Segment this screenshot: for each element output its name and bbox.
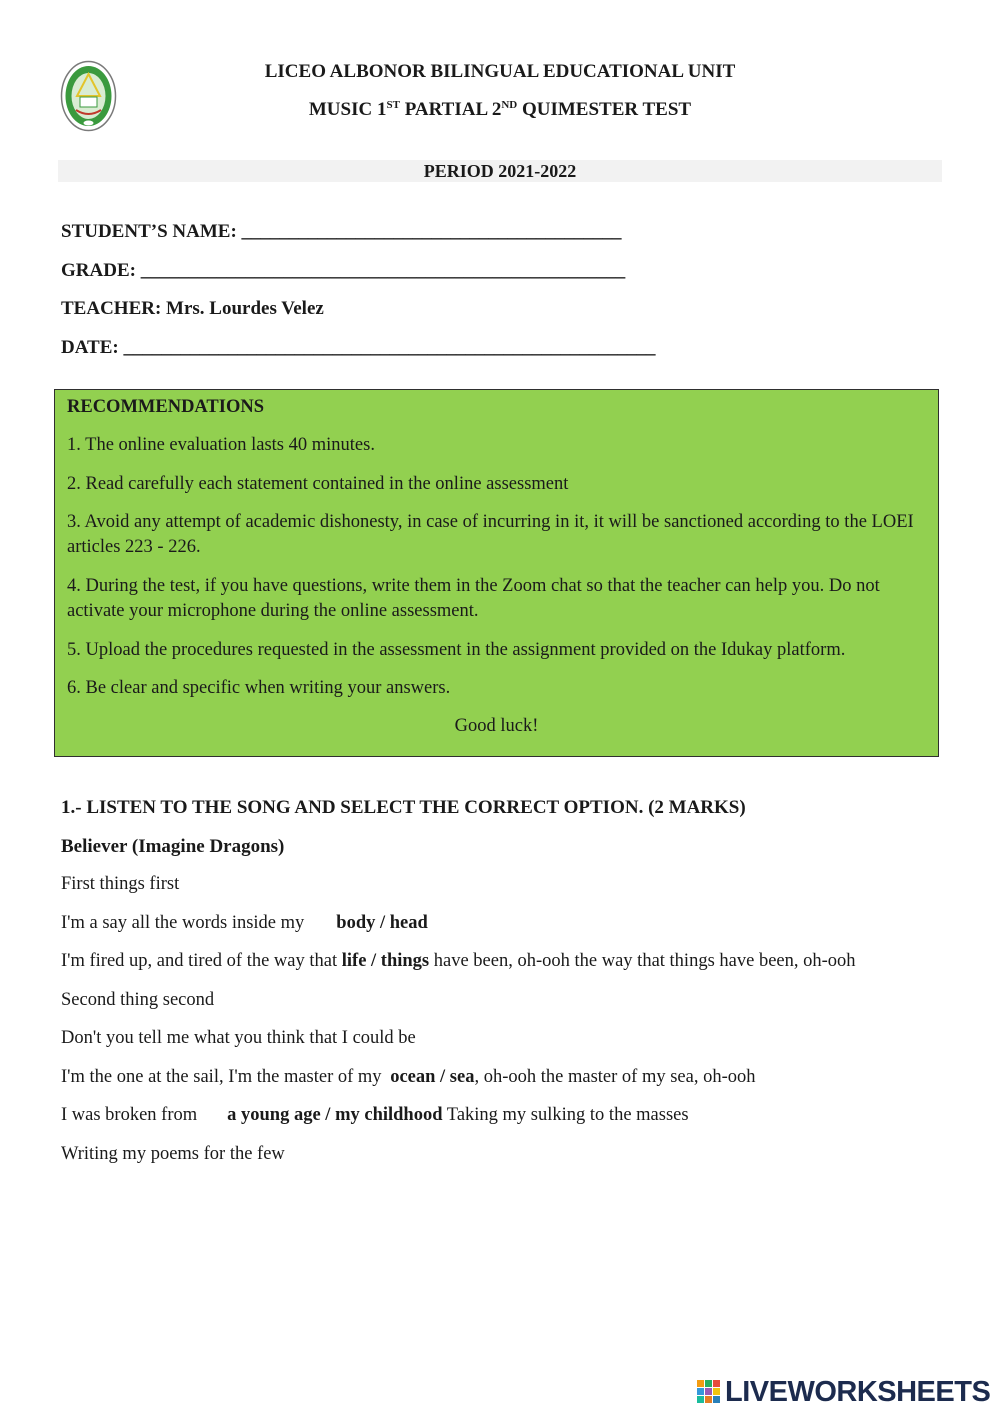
lyric-line: I'm fired up, and tired of the way that life / things have been, oh-ooh the way that things have been, oh-ooh bbox=[61, 951, 856, 971]
lyric-line: Second thing second bbox=[61, 990, 215, 1010]
answer-option-select[interactable]: a young age / my childhood bbox=[227, 1105, 443, 1125]
recommendation-item: 4. During the test, if you have questions, write them in the Zoom chat so that the teacher can help you. Do not activate your microphone during the online assessment. bbox=[67, 576, 880, 621]
teacher-label: TEACHER: Mrs. Lourdes Velez bbox=[61, 298, 324, 319]
lyric-line: Don't you tell me what you think that I could be bbox=[61, 1028, 416, 1048]
school-name: LICEO ALBONOR BILINGUAL EDUCATIONAL UNIT bbox=[264, 61, 736, 82]
lyric-line: I was broken from a young age / my childhood Taking my sulking to the masses bbox=[61, 1105, 689, 1125]
song-title: Believer (Imagine Dragons) bbox=[61, 836, 285, 857]
lyric-line: I'm a say all the words inside my body / head bbox=[61, 913, 428, 933]
recommendation-item: 5. Upload the procedures requested in the assessment in the assignment provided on the Idukay platform. bbox=[67, 640, 846, 660]
answer-option-select[interactable]: ocean / sea bbox=[390, 1067, 475, 1087]
grade-field[interactable]: GRADE: ___________________________________________________ bbox=[61, 260, 626, 281]
liveworksheets-brand: LIVEWORKSHEETS bbox=[725, 1376, 991, 1408]
date-field[interactable]: DATE: ________________________________________________________ bbox=[61, 337, 656, 358]
recommendation-item: 3. Avoid any attempt of academic dishonesty, in case of incurring in it, it will be sanctioned according to the LOEI articles 223 - 226. bbox=[67, 512, 914, 557]
recommendation-item: 1. The online evaluation lasts 40 minutes. bbox=[67, 435, 375, 455]
recommendation-item: 6. Be clear and specific when writing your answers. bbox=[67, 678, 451, 698]
recommendations-box bbox=[54, 389, 939, 757]
liveworksheets-logo-icon bbox=[697, 1380, 721, 1404]
lyric-line: I'm the one at the sail, I'm the master of my ocean / sea, oh-ooh the master of my sea, oh-ooh bbox=[61, 1067, 756, 1087]
answer-option-select[interactable]: body / head bbox=[336, 913, 428, 933]
lyric-line: First things first bbox=[61, 874, 180, 894]
recommendations-title: RECOMMENDATIONS bbox=[67, 397, 264, 417]
recommendation-item: 2. Read carefully each statement contained in the online assessment bbox=[67, 474, 569, 494]
test-title: MUSIC 1ST PARTIAL 2ND QUIMESTER TEST bbox=[308, 99, 692, 120]
good-luck-text: Good luck! bbox=[454, 716, 539, 736]
answer-option-select[interactable]: life / things bbox=[341, 951, 430, 971]
liveworksheets-watermark bbox=[697, 1376, 997, 1408]
period-label: PERIOD 2021-2022 bbox=[58, 160, 942, 182]
lyric-line: Writing my poems for the few bbox=[61, 1144, 285, 1164]
student-name-field[interactable]: STUDENT’S NAME: ________________________________________ bbox=[61, 221, 622, 242]
question-1-title: 1.- LISTEN TO THE SONG AND SELECT THE CORRECT OPTION. (2 MARKS) bbox=[61, 797, 746, 818]
